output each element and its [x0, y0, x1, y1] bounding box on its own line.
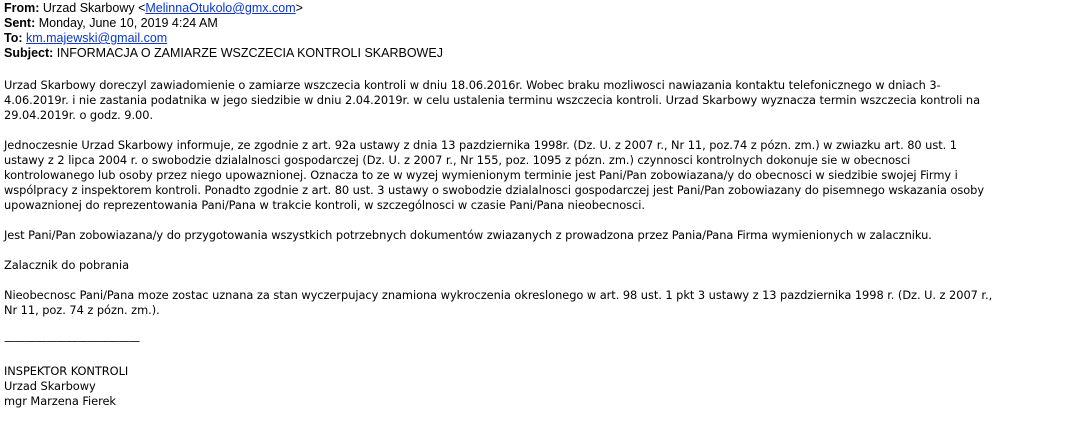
attachment-text: Zalacznik do pobrania	[4, 258, 129, 272]
signature-block	[4, 364, 1072, 409]
paragraph-1	[4, 78, 1072, 123]
email-header	[4, 1, 443, 61]
separator-paragraph	[4, 334, 1072, 349]
paragraph-3	[4, 228, 1072, 243]
to-email-link[interactable]: km.majewski@gmail.com	[26, 31, 168, 45]
signature-title: INSPEKTOR KONTROLI	[4, 364, 129, 378]
from-close-bracket: >	[295, 1, 303, 15]
paragraph-1-line: 4.06.2019r. i nie zastania podatnika w jego siedzibie w dniu 2.04.2019r. w celu ustalenia terminu wszczecia kontroli. Urzad Skarbowy wyznacza termin wszczecia kontroli na	[4, 93, 981, 107]
paragraph-2-line: kontrolowanego lub osoby przez niego upowaznionej. Oznacza to ze w wyzej wymienionym terminie jest Pani/Pan zobowiazana/y do obecnosci w siedzibie swojej Firmy i	[4, 168, 958, 182]
paragraph-2-line: wspólpracy z inspektorem kontroli. Ponadto zgodnie z art. 80 ust. 3 ustawy o swobodzie dzialalnosci gospodarczej jest Pani/Pan zobowiazany do pisemnego wskazania osoby	[4, 183, 985, 197]
signature-name: mgr Marzena Fierek	[4, 394, 116, 408]
paragraph-4-line: Nr 11, poz. 74 z pózn. zm.).	[4, 303, 160, 317]
sent-row	[4, 16, 443, 31]
paragraph-3-line: Jest Pani/Pan zobowiazana/y do przygotowania wszystkich potrzebnych dokumentów zwiazanych z prowadzona przez Pania/Pana Firma wymienionych w zalaczniku.	[4, 228, 932, 242]
from-open-bracket: <	[134, 1, 146, 15]
signature-office: Urzad Skarbowy	[4, 379, 96, 393]
subject-value: INFORMACJA O ZAMIARZE WSZCZECIA KONTROLI SKARBOWEJ	[56, 46, 443, 60]
from-name: Urzad Skarbowy	[42, 1, 135, 15]
separator-line: —————————————	[4, 334, 140, 348]
email-body	[4, 78, 1072, 424]
sent-value: Monday, June 10, 2019 4:24 AM	[38, 16, 218, 30]
paragraph-4-line: Nieobecnosc Pani/Pana moze zostac uznana za stan wyczerpujacy znamiona wykroczenia okreslonego w art. 98 ust. 1 pkt 3 ustawy z 13 pazdziernika 1998 r. (Dz. U. z 2007 r.,	[4, 288, 993, 302]
sent-label: Sent:	[4, 16, 36, 30]
from-row	[4, 1, 443, 16]
to-row	[4, 31, 443, 46]
subject-row	[4, 46, 443, 61]
paragraph-2	[4, 138, 1072, 213]
attachment-paragraph	[4, 258, 1072, 273]
paragraph-2-line: ustawy z 2 lipca 2004 r. o swobodzie dzialalnosci gospodarczej (Dz. U. z 2007 r., Nr 155, poz. 1095 z pózn. zm.) czynnosci kontrolnych dokonuje sie w obecnosci	[4, 153, 911, 167]
paragraph-2-line: upowaznionej do reprezentowania Pani/Pana w trakcie kontroli, w szczególnosci w czasie Pani/Pana nieobecnosci.	[4, 198, 645, 212]
paragraph-1-line: Urzad Skarbowy doreczyl zawiadomienie o zamiarze wszczecia kontroli w dniu 18.06.2016r. Wobec braku mozliwosci nawiazania kontaktu telefonicznego w dniach 3-	[4, 78, 941, 92]
from-email-link[interactable]: MelinnaOtukolo@gmx.com	[145, 1, 296, 15]
to-label: To:	[4, 31, 23, 45]
from-label: From:	[4, 1, 40, 15]
paragraph-1-line: 29.04.2019r. o godz. 9.00.	[4, 108, 154, 122]
paragraph-4	[4, 288, 1072, 318]
paragraph-2-line: Jednoczesnie Urzad Skarbowy informuje, ze zgodnie z art. 92a ustawy z dnia 13 pazdziernika 1998r. (Dz. U. z 2007 r., Nr 11, poz.74 z pózn. zm.) w zwiazku art. 80 ust. 1	[4, 138, 957, 152]
subject-label: Subject:	[4, 46, 54, 60]
